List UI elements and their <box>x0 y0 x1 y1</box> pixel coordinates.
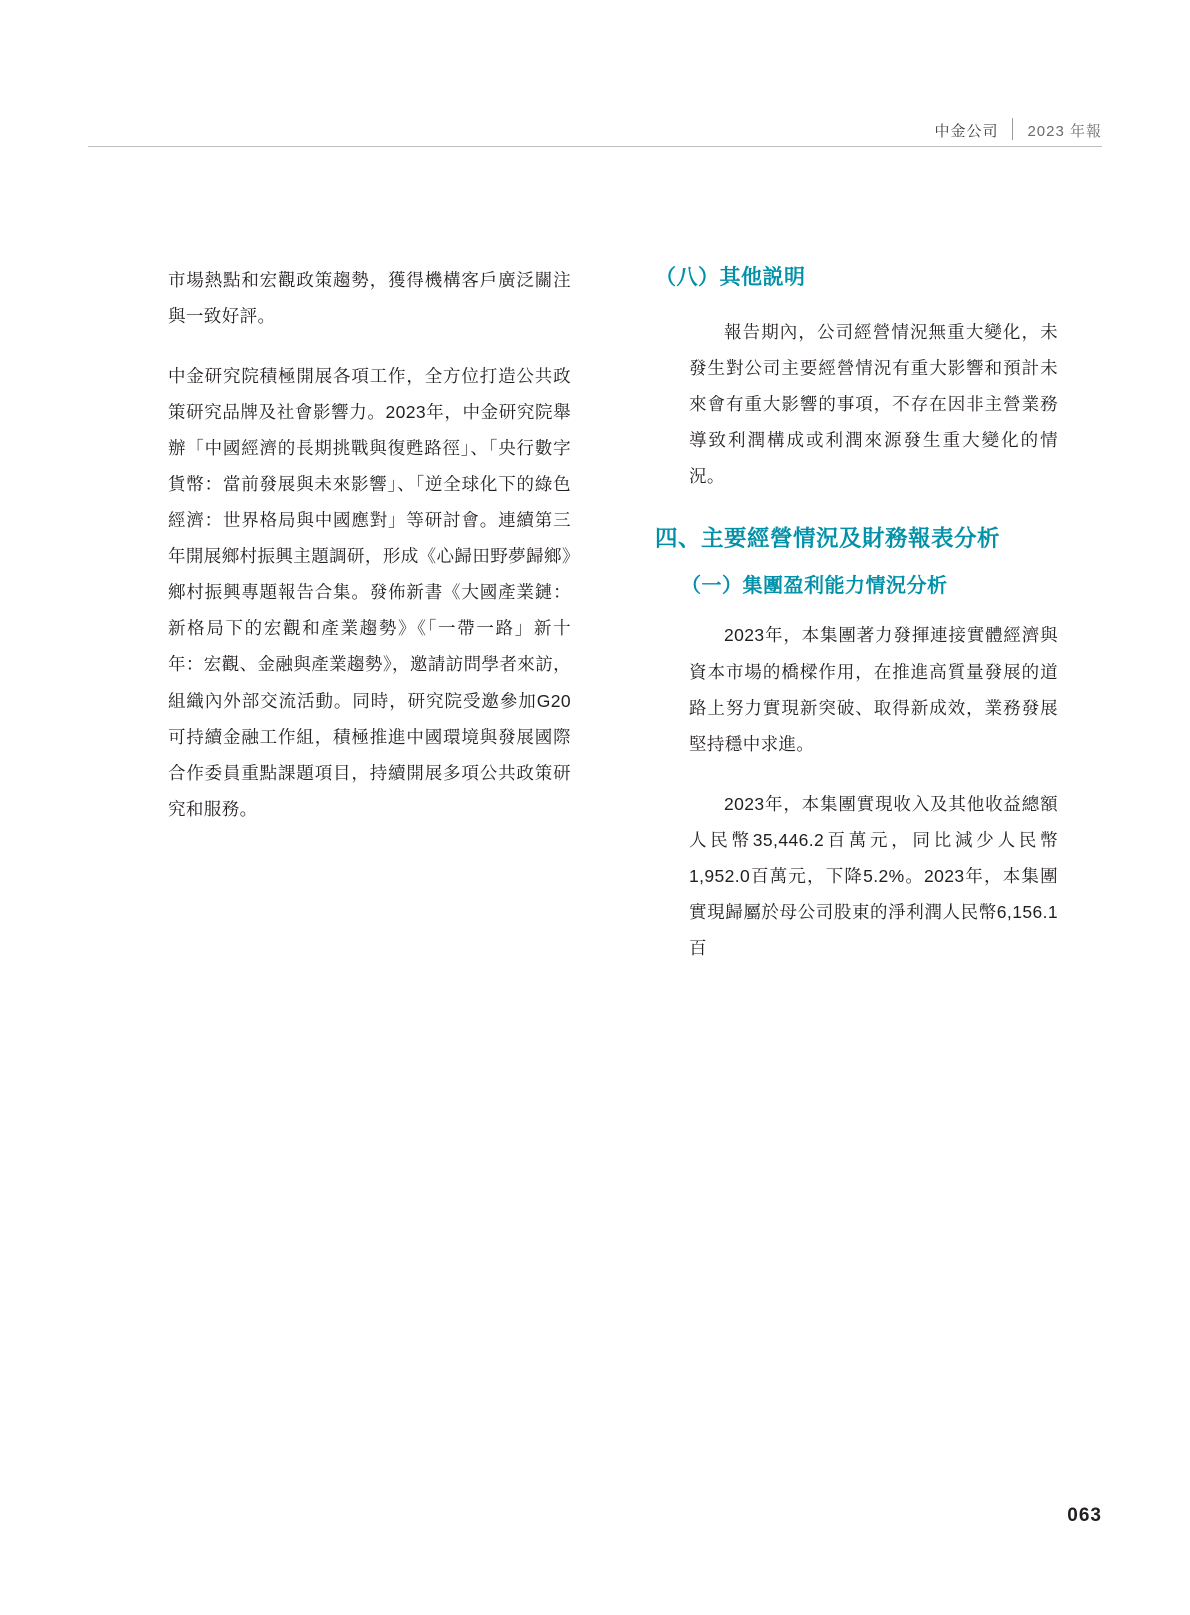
page-header <box>88 105 1102 153</box>
header-report-year: 2023 年報 <box>1027 123 1102 140</box>
content-columns <box>168 262 1058 966</box>
paragraph-profitability-overview: 2023年，本集團著力發揮連接實體經濟與資本市場的橋樑作用，在推進高質量發展的道路上努力實現新突破、取得新成效，業務發展堅持穩中求進。 <box>689 625 1058 754</box>
paragraph-research-institute: 中金研究院積極開展各項工作，全方位打造公共政策研究品牌及社會影響力。2023年，中金研究院舉辦「中國經濟的長期挑戰與復甦路徑」、「央行數字貨幣：當前發展與未來影響」、「逆全球化下的綠色經濟：世界格局與中國應對」等研討會。連續第三年開展鄉村振興主題調研，形成《心歸田野夢歸鄉》鄉村振興專題報告合集。發佈新書《大國產業鏈：新格局下的宏觀和產業趨勢》《「一帶一路」新十年：宏觀、金融與產業趨勢》，邀請訪問學者來訪，組織內外部交流活動。同時，研究院受邀參加G20可持續金融工作組，積極推進中國環境與發展國際合作委員重點課題項目，持續開展多項公共政策研究和服務。 <box>168 366 571 819</box>
paragraph-other-notes: 報告期內，公司經營情況無重大變化，未發生對公司主要經營情況有重大影響和預計未來會有重大影響的事項，不存在因非主營業務導致利潤構成或利潤來源發生重大變化的情況。 <box>689 321 1058 486</box>
section-heading-other-notes: （八）其他説明 <box>655 266 806 289</box>
right-column <box>655 262 1058 966</box>
header-company-name: 中金公司 <box>934 123 999 140</box>
profitability-body <box>655 617 1058 965</box>
paragraph-profitability-figures: 2023年，本集團實現收入及其他收益總額人民幣35,446.2百萬元，同比減少人民幣1,952.0百萬元，下降5.2%。2023年，本集團實現歸屬於母公司股東的淨利潤人民幣6,156.1百 <box>689 793 1058 958</box>
page-number: 063 <box>1067 1505 1102 1526</box>
left-column <box>168 262 571 966</box>
header-row <box>88 105 1102 139</box>
sub-heading-profitability-analysis: （一）集團盈利能力情況分析 <box>681 575 948 598</box>
paragraph-continued: 市場熱點和宏觀政策趨勢，獲得機構客戶廣泛關注與一致好評。 <box>168 270 571 327</box>
header-rule <box>88 146 1102 147</box>
other-notes-body <box>655 314 1058 494</box>
major-heading-financial-analysis: 四、主要經營情況及財務報表分析 <box>655 525 1001 551</box>
